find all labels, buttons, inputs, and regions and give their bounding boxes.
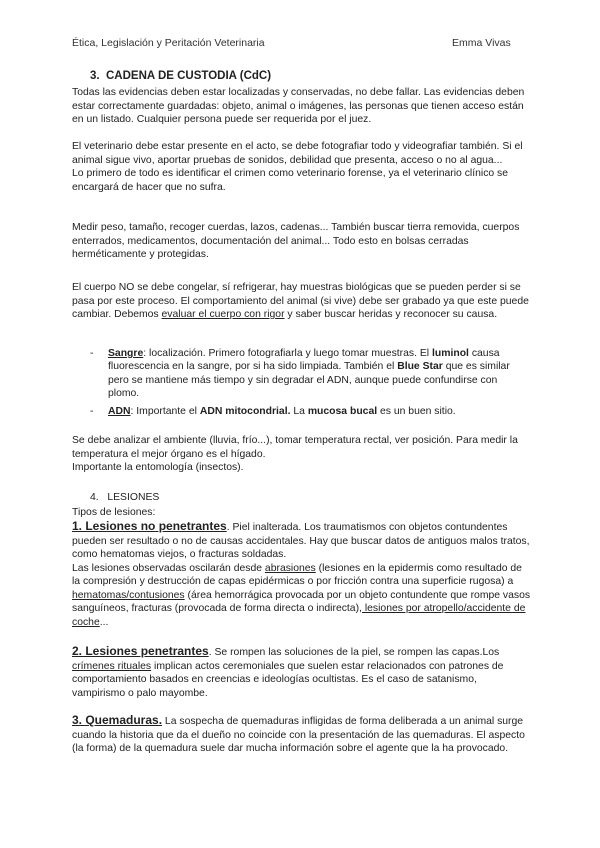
section-3-title: CADENA DE CUSTODIA (CdC): [105, 70, 272, 82]
bullet-adn-text-3: es un buen sitio.: [377, 406, 456, 418]
custody-p4-part-b: y saber buscar heridas y reconocer su causa.: [284, 309, 498, 320]
bullet-adn-text-1: : Importante el: [130, 406, 200, 418]
section-4-number: 4.: [90, 492, 99, 503]
lesion-non-penetrating-p2: [72, 562, 532, 630]
custody-paragraph-3: [72, 221, 532, 262]
lesion-burns-title: 3. Quemaduras.: [72, 713, 163, 727]
custody-paragraph-1: [72, 86, 532, 127]
section-3-heading: [90, 70, 271, 82]
lesion-burns-p: [72, 714, 532, 756]
bullet-dash: -: [90, 348, 94, 359]
lesion-penetrating-text-1: . Se rompen las soluciones de la piel, se rompen las capas.Los: [208, 647, 500, 658]
lesion-non-penetrating-text-2: Las lesiones observadas oscilarán desde: [72, 562, 265, 574]
bullet-adn-text-2: La: [290, 406, 308, 418]
lesion-non-penetrating-text-3: (lesiones en la epidermis como resultado de la compresión y destrucción de capas epidérmicas o por fricción contra una superficie rugosa) a: [72, 562, 522, 587]
header-course-title: Ética, Legislación y Peritación Veterinaria: [72, 37, 265, 49]
custody-paragraph-2: [72, 140, 532, 194]
bullet-sangre: [90, 347, 530, 400]
section-4-heading: [90, 492, 159, 503]
lesion-burns-text-1: La sospecha de quemaduras infligidas de forma deliberada a un animal surge cuando la historia que da el dueño no coincide con la presentación de las quemaduras. El aspecto (la forma) de la quemadura suele dar mucha información sobre el agente que la ha provocado.: [72, 716, 525, 754]
custody-p2b-text: Lo primero de todo es identificar el crimen como veterinario forense, ya el veterinario clínico se encargará de hacer que no sufra.: [72, 168, 509, 193]
lesion-types-intro: [72, 506, 532, 520]
bullet-adn-mitocondrial: ADN mitocondrial.: [199, 406, 291, 418]
custody-p5a-text: Se debe analizar el ambiente (lluvia, frío...), tomar temperatura rectal, ver posición. Para medir la temperatura el mejor órgano es el hígado.: [72, 435, 518, 460]
lesion-crimenes-rituales: crímenes rituales: [72, 660, 152, 672]
bullet-sangre-text-3: que es similar pero se mantiene más tiempo y sin degradar el ADN, aunque puede confundirse con plomo.: [108, 361, 510, 399]
lesion-non-penetrating: [72, 520, 532, 629]
lesion-non-penetrating-text-4: (área hemorrágica provocada por un objeto contundente que rompe vasos sanguíneos, fracturas (provocada de forma directa o indirecta),: [72, 589, 531, 614]
custody-p5b-text: Importante la entomología (insectos).: [72, 462, 244, 473]
bullet-sangre-luminol: luminol: [431, 348, 469, 359]
bullet-sangre-bluestar: Blue Star: [397, 361, 443, 373]
section-3-number: 3.: [90, 70, 100, 82]
lesion-hematomas: hematomas/contusiones: [72, 589, 185, 601]
custody-paragraph-5: [72, 434, 532, 475]
lesion-abrasiones: abrasiones: [264, 562, 316, 574]
custody-p4-underlined: evaluar el cuerpo con rigor: [161, 309, 285, 320]
bullet-adn: [90, 405, 530, 418]
bullet-sangre-label: Sangre: [108, 348, 144, 359]
evidence-bullet-list: [90, 347, 530, 418]
custody-p3-text: Medir peso, tamaño, recoger cuerdas, lazos, cadenas... También buscar tierra removida, cuerpos enterrados, medicamentos, documentación del animal... Todo esto en bolsas cerradas herméticamente y protegidas.: [72, 222, 520, 260]
lesion-burns: [72, 714, 532, 756]
lesion-atropello: lesiones por atropello/accidente de coche: [72, 603, 526, 628]
custody-p4-part-a: El cuerpo NO se debe congelar, sí refrigerar, hay muestras biológicas que se pueden perder si se pasa por este proceso. El comportamiento del animal (si vive) debe ser grabado ya que este puede cambiar. Debemos: [72, 282, 529, 320]
custody-paragraph-4: [72, 281, 532, 322]
bullet-adn-label: ADN: [108, 406, 131, 418]
section-4-title: LESIONES: [107, 492, 160, 503]
custody-p1-text: Todas las evidencias deben estar localizadas y conservadas, no debe fallar. Las evidencias deben estar correctamente guardadas: objeto, animal o imágenes, las personas que tienen acceso están en un listado. Cualquier persona puede ser requerida por el juez.: [72, 87, 525, 125]
lesion-types-intro-text: Tipos de lesiones:: [72, 507, 156, 518]
lesion-penetrating-p: [72, 645, 532, 700]
bullet-sangre-text-2: causa fluorescencia en la sangre, por si ha sido limpiada. También el: [108, 348, 500, 373]
bullet-adn-mucosa: mucosa bucal: [307, 406, 378, 418]
custody-p2a-text: El veterinario debe estar presente en el acto, se debe fotografiar todo y videografiar también. Si el animal sigue vivo, aportar pruebas de sonidos, debilidad que presenta, acceso o no al agua...: [72, 141, 523, 166]
lesion-penetrating: [72, 645, 532, 700]
header-author: Emma Vivas: [452, 37, 511, 49]
lesion-non-penetrating-text-1: . Piel inalterada. Los traumatismos con objetos contundentes pueden ser resultado o no de causas accidentales. Hay que buscar datos de antiguos malos tratos, como hematomas viejos, o fracturas soldadas.: [72, 522, 530, 560]
lesion-penetrating-title: 2. Lesiones penetrantes: [72, 644, 209, 658]
lesion-non-penetrating-text-5: ...: [99, 616, 109, 628]
bullet-dash: -: [90, 406, 94, 418]
lesion-penetrating-text-2: implican actos ceremoniales que suelen estar relacionados con patrones de comportamiento basados en creencias e ideologías ocultistas. Es el caso de satanismo, vampirismo o palo mayombe.: [72, 660, 504, 699]
bullet-sangre-text-1: : localización. Primero fotografiarla y luego tomar muestras. El: [143, 348, 432, 359]
custody-p4-text: [72, 281, 532, 322]
lesion-non-penetrating-title: 1. Lesiones no penetrantes: [72, 519, 227, 533]
lesion-non-penetrating-p1: [72, 520, 532, 562]
